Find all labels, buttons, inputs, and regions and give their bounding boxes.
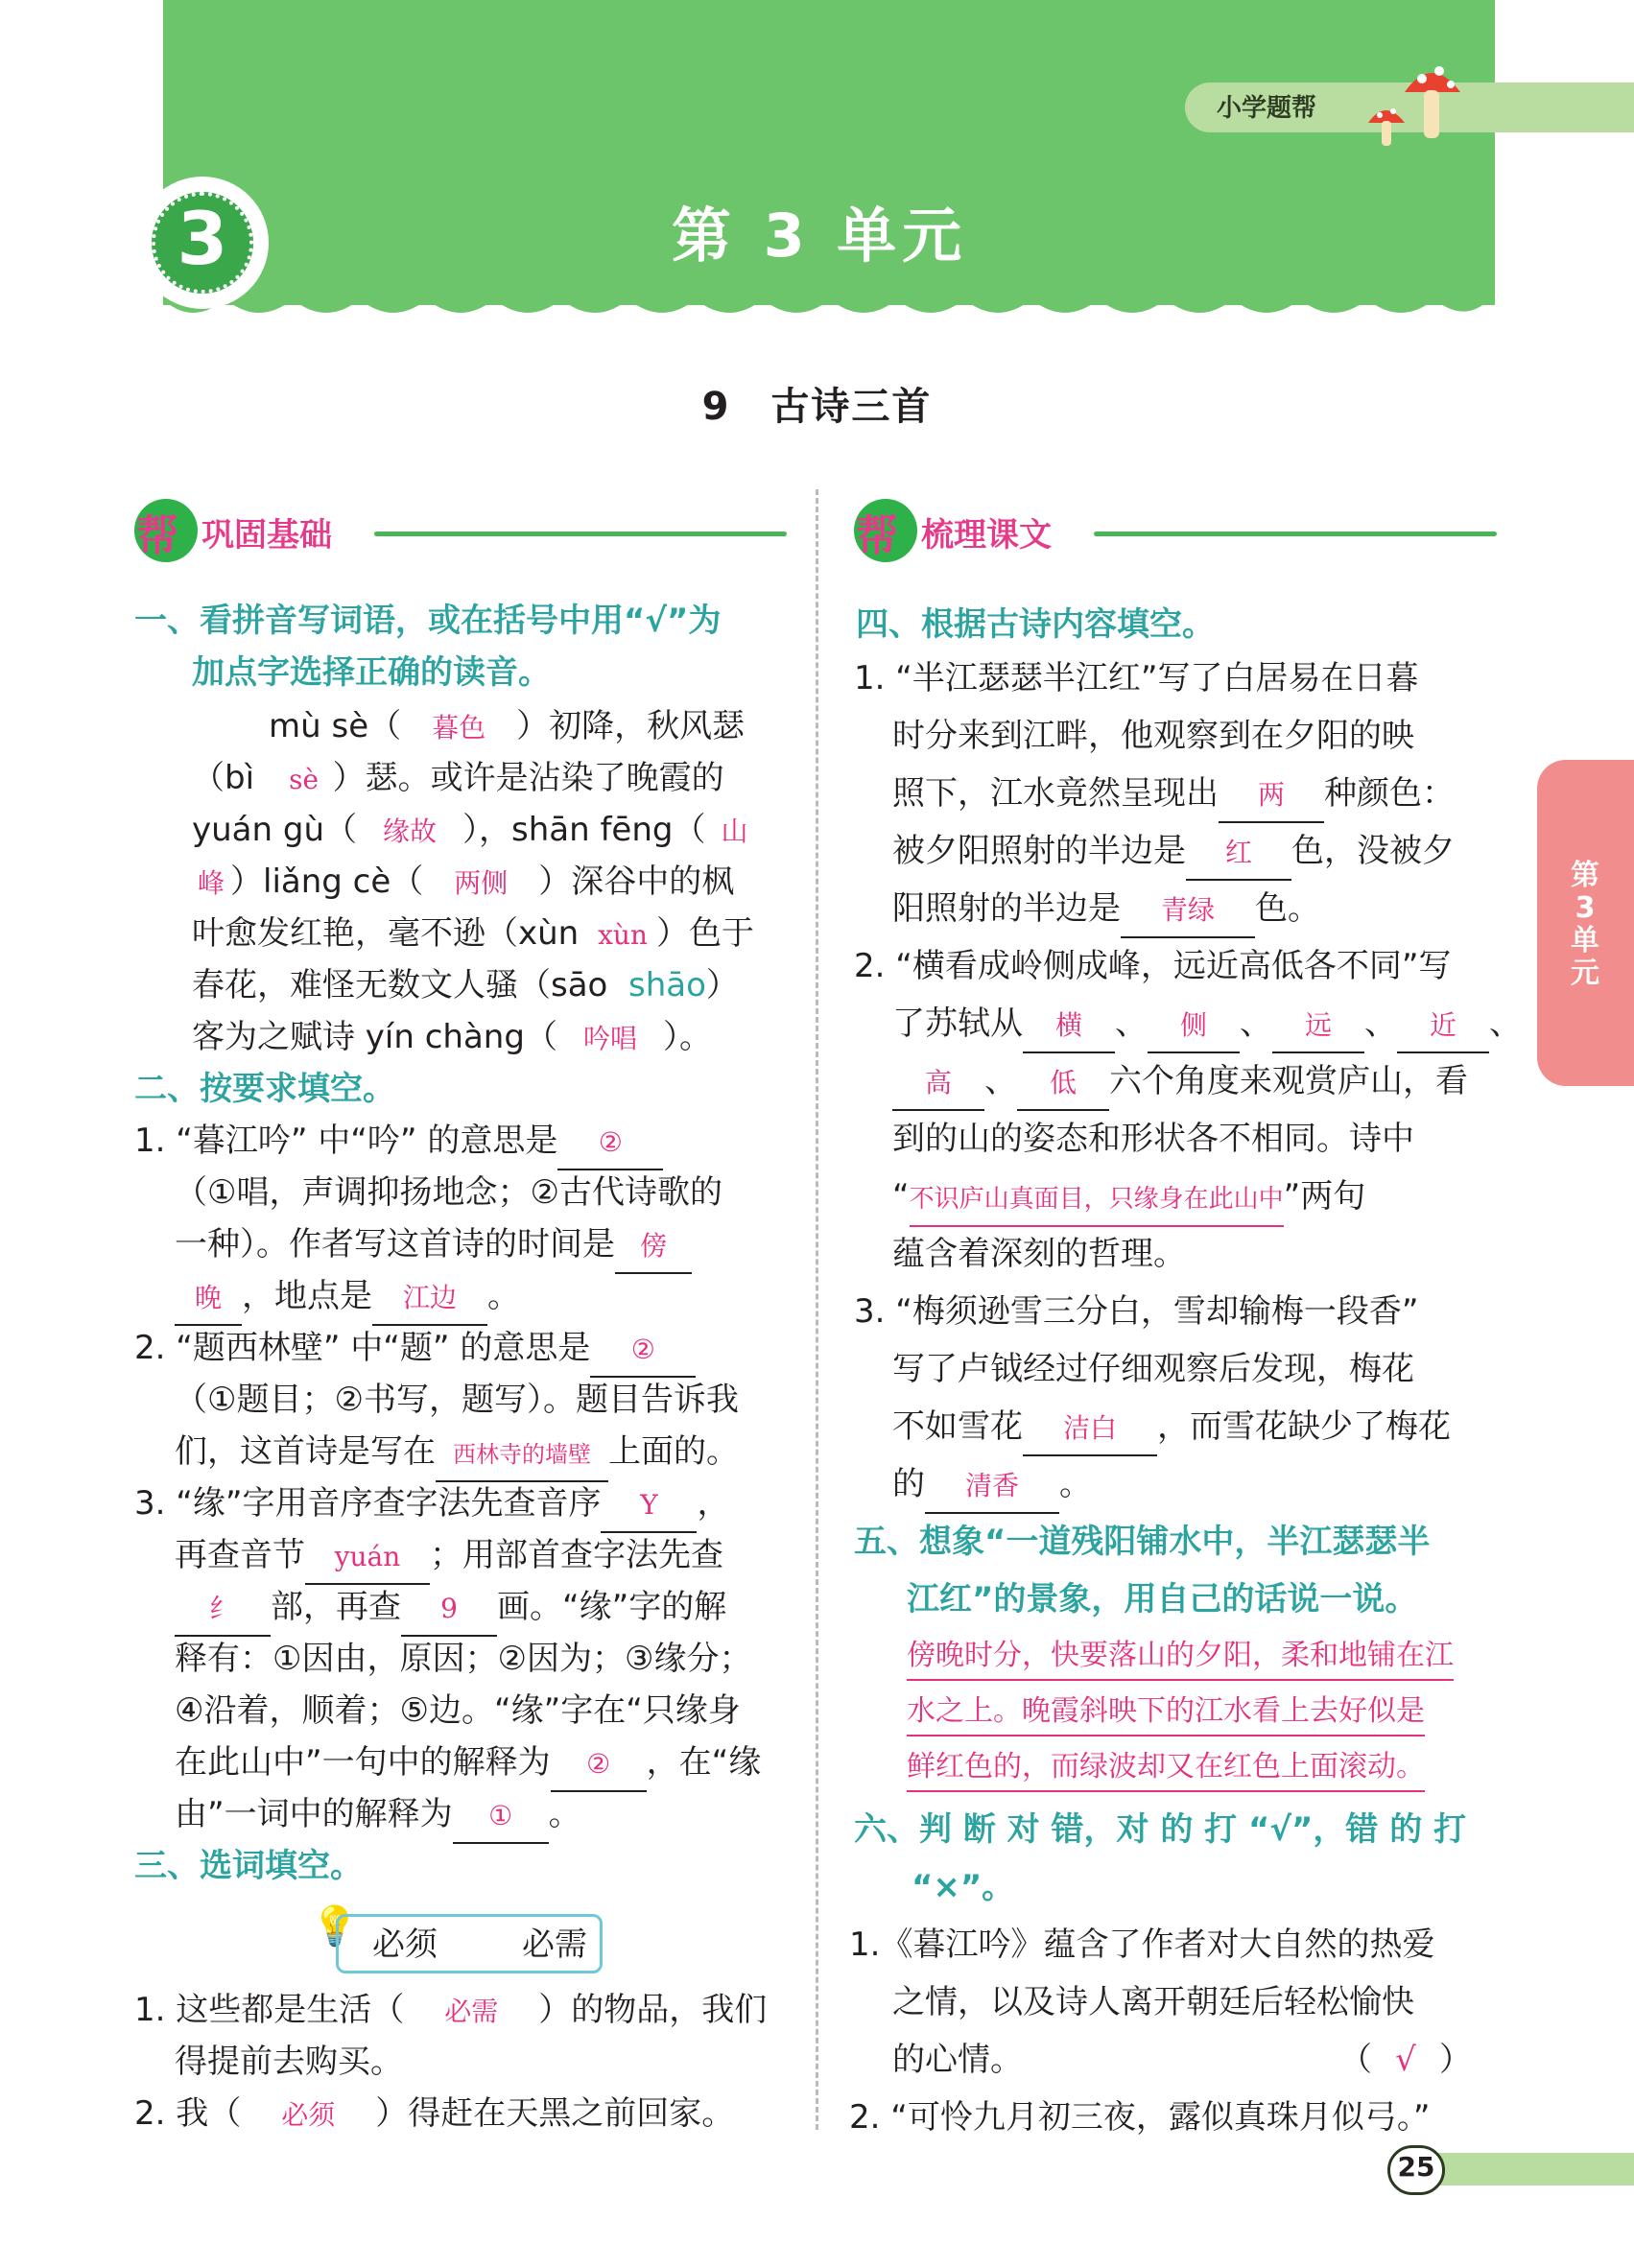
q5-answer-line2: 水之上。晚霞斜映下的江水看上去好似是 — [907, 1689, 1425, 1736]
q4-item1-line1: 1. “半江瑟瑟半江红”写了白居易在日暮 — [854, 659, 1419, 697]
word-choice-1: 必须 — [372, 1925, 438, 1964]
q5-title-line1: 五、想象“一道残阳铺水中，半江瑟瑟半 — [854, 1523, 1431, 1561]
section-rule — [374, 532, 787, 536]
answer: 不识庐山真面目，只缘身在此山中 — [909, 1185, 1284, 1214]
q4-item3-line1: 3. “梅须逊雪三分白，雪却输梅一段香” — [854, 1292, 1419, 1331]
text: ） — [1439, 2041, 1472, 2079]
text: 3. “缘”字用音序查字法先查音序 — [134, 1484, 602, 1523]
answer: 峰 — [197, 867, 225, 899]
answer: yuán — [334, 1541, 401, 1572]
text: 画。“缘”字的解 — [497, 1588, 727, 1626]
answer: 晚 — [194, 1282, 222, 1313]
q4-item1-line5 — [892, 883, 1320, 938]
text: ）得赶在天黑之前回家。 — [375, 2094, 735, 2133]
q6-item1-judgement — [1339, 2034, 1472, 2086]
q4-item2-line6: 蕴含着深刻的哲理。 — [892, 1235, 1186, 1273]
text: ）瑟。或许是沾染了晚霞的 — [332, 759, 724, 797]
answer: 低 — [1049, 1067, 1077, 1099]
text: ，在“缘 — [646, 1743, 762, 1782]
text: 部，再查 — [271, 1588, 401, 1626]
text: ”两句 — [1283, 1177, 1366, 1216]
q6-item1-line3: 的心情。 — [892, 2041, 1023, 2079]
brand-label: 小学题帮 — [1217, 94, 1317, 123]
section-title: 梳理课文 — [921, 516, 1052, 555]
section-rule — [1094, 532, 1497, 536]
text: 。 — [487, 1277, 520, 1315]
answer: 清香 — [964, 1470, 1019, 1501]
q2-item3-line6 — [175, 1736, 761, 1792]
q2-item1-line1 — [134, 1115, 663, 1170]
text: 叶愈发红艳，毫不逊（xùn — [192, 914, 580, 953]
answer-check: sè — [289, 764, 320, 795]
text: 阳照射的半边是 — [892, 889, 1121, 928]
q4-item2-line5: “不识庐山真面目，只缘身在此山中”两句 — [892, 1170, 1365, 1227]
text: ） — [705, 966, 739, 1004]
q4-item2-line1: 2. “横看成岭侧成峰，远近高低各不同”写 — [854, 947, 1452, 985]
answer: 青绿 — [1160, 894, 1215, 926]
text: ），shān fēng（ — [462, 811, 706, 849]
q1-title-line2: 加点字选择正确的读音。 — [192, 653, 551, 692]
text: ）的物品，我们 — [538, 1991, 768, 2029]
section-badge-char: 帮 — [136, 511, 178, 560]
text: 2. 我（ — [134, 2094, 242, 2133]
mushroom-icon — [1355, 54, 1470, 150]
answer: 西林寺的墙壁 — [453, 1441, 591, 1468]
lightbulb-icon: 💡 — [311, 1904, 359, 1949]
q2-item3-line2 — [175, 1529, 723, 1585]
text: 色，没被夕 — [1291, 832, 1455, 870]
q2-item2-line3 — [175, 1426, 739, 1482]
text: ）色于 — [656, 914, 755, 953]
q2-item3-line4: 释有：①因由，原因；②因为；③缘分； — [175, 1640, 752, 1678]
q2-item3-line1 — [134, 1477, 729, 1533]
text: 了苏轼从 — [892, 1004, 1023, 1043]
answer: ② — [586, 1748, 611, 1780]
text: 种颜色： — [1324, 774, 1455, 813]
answer: 洁白 — [1062, 1412, 1117, 1444]
answer: 横 — [1054, 1009, 1082, 1041]
q4-item2-line3: 高 、 低 六个角度来观赏庐山，看 — [892, 1055, 1468, 1111]
q3-item1-line2: 得提前去购买。 — [175, 2043, 403, 2081]
q4-item1-line4 — [892, 825, 1455, 881]
q5-title-line2: 江红”的景象，用自己的话说一说。 — [907, 1580, 1418, 1618]
text: ）深谷中的枫 — [538, 862, 735, 901]
answer: 江边 — [402, 1282, 457, 1313]
q2-item3-line3 — [175, 1581, 726, 1637]
text: ）初降，秋风瑟 — [516, 707, 746, 745]
q5-answer-line3: 鲜红色的，而绿波却又在红色上面滚动。 — [907, 1744, 1425, 1792]
text: ， — [697, 1484, 730, 1523]
answer: 两 — [1257, 779, 1285, 811]
text: 们，这首诗是写在 — [175, 1432, 436, 1471]
text: ）。 — [662, 1018, 712, 1056]
answer: 暮色 — [432, 712, 486, 744]
text: yuán gù（ — [192, 811, 357, 849]
q2-item2-line1 — [134, 1322, 696, 1378]
answer: ① — [488, 1800, 513, 1831]
q4-title: 四、根据古诗内容填空。 — [856, 605, 1215, 644]
answer: ② — [630, 1334, 655, 1365]
q5-answer-line1: 傍晚时分，快要落山的夕阳，柔和地铺在江 — [907, 1633, 1454, 1681]
q1-line2 — [192, 752, 724, 806]
text: 由”一词中的解释为 — [175, 1795, 453, 1833]
q1-line6 — [192, 959, 739, 1011]
answer: 远 — [1304, 1009, 1332, 1041]
text: 在此山中”一句中的解释为 — [175, 1743, 551, 1782]
text: 1. 这些都是生活（ — [134, 1991, 405, 2029]
answer: 傍 — [639, 1230, 667, 1262]
banner-wave-edge — [163, 284, 1495, 326]
page-number-strip — [1430, 2153, 1634, 2185]
q1-line4 — [192, 856, 734, 910]
q1-line3 — [192, 804, 763, 858]
answer: 必须 — [281, 2099, 336, 2131]
text: 客为之赋诗 yín chàng（ — [192, 1018, 557, 1056]
text: 。 — [548, 1795, 581, 1833]
answer: 山 — [721, 815, 748, 847]
text: 再查音节 — [175, 1536, 305, 1574]
q2-title: 二、按要求填空。 — [134, 1070, 395, 1108]
text: 不如雪花 — [892, 1407, 1023, 1446]
q4-item2-line2: 了苏轼从 横 、 侧 、 远 、 近 、 — [892, 998, 1522, 1053]
column-divider — [816, 489, 818, 2130]
text: 照下，江水竟然呈现出 — [892, 774, 1219, 813]
answer: 吟唱 — [582, 1023, 637, 1054]
text: 被夕阳照射的半边是 — [892, 832, 1186, 870]
unit-title: 第 3 单元 — [672, 201, 968, 271]
q4-item1-line3 — [892, 768, 1455, 823]
q4-item3-line3 — [892, 1401, 1451, 1456]
answer: 侧 — [1179, 1009, 1207, 1041]
q4-item3-line4 — [892, 1458, 1092, 1514]
answer: 两侧 — [454, 867, 509, 899]
q2-item3-line5: ④沿着，顺着；⑤边。“缘”字在“只缘身 — [175, 1691, 741, 1730]
answer: 近 — [1429, 1009, 1456, 1041]
text: 1. “暮江吟” 中“吟” 的意思是 — [134, 1122, 558, 1160]
q6-item2-line1: 2. “可怜九月初三夜，露似真珠月似弓。” — [849, 2098, 1431, 2137]
unit-number: 3 — [177, 196, 228, 281]
q1-line7 — [192, 1011, 712, 1065]
q6-title-line1: 六、判 断 对 错，对 的 打 “√”，错 的 打 — [854, 1810, 1467, 1849]
q4-item1-line2: 时分来到江畔，他观察到在夕阳的映 — [892, 717, 1414, 755]
answer: 红 — [1224, 837, 1252, 868]
section-header-consolidate — [134, 499, 787, 566]
section-title: 巩固基础 — [201, 516, 332, 555]
page-number: 25 — [1397, 2151, 1435, 2183]
answer: Y — [640, 1489, 658, 1521]
q6-item1-line2: 之情，以及诗人离开朝廷后轻松愉快 — [892, 1983, 1414, 2021]
answer: √ — [1395, 2041, 1416, 2079]
answer: 必需 — [444, 1996, 499, 2027]
text: 2. “题西林壁” 中“题” 的意思是 — [134, 1329, 591, 1367]
text: ；用部首查字法先查 — [430, 1536, 723, 1574]
text: 一种）。作者写这首诗的时间是 — [175, 1225, 615, 1264]
text: mù sè（ — [269, 707, 402, 745]
q3-title: 三、选词填空。 — [134, 1847, 363, 1885]
answer-check: xùn — [598, 919, 648, 951]
text: ）liǎng cè（ — [230, 862, 424, 901]
q3-item1-line1 — [134, 1984, 767, 2038]
q2-item1-line2: （①唱，声调抑扬地念；②古代诗歌的 — [175, 1173, 722, 1212]
q6-title-line2: “×”。 — [912, 1868, 1015, 1906]
answer: 高 — [924, 1067, 952, 1099]
text: 。 — [1059, 1465, 1092, 1503]
q2-item3-line7 — [175, 1788, 581, 1844]
answer: ② — [598, 1126, 623, 1158]
text: 色。 — [1255, 889, 1320, 928]
text: （bì — [192, 759, 255, 797]
q2-item2-line2: （①题目；②书写，题写）。题目告诉我 — [175, 1381, 739, 1419]
text: ，地点是 — [242, 1277, 372, 1315]
text: 上面的。 — [608, 1432, 739, 1471]
text: 春花，难怪无数文人骚（sāo — [192, 966, 608, 1004]
q1-line1 — [269, 700, 745, 754]
q1-title-line1: 一、看拼音写词语，或在括号中用“√”为 — [134, 602, 722, 640]
answer: 纟 — [208, 1593, 236, 1624]
q1-line5 — [192, 908, 754, 961]
word-choice-2: 必需 — [522, 1925, 587, 1964]
section-badge-char: 帮 — [856, 511, 898, 560]
answer: 9 — [440, 1593, 458, 1624]
q6-item1-line1: 1.《暮江吟》蕴含了作者对大自然的热爱 — [849, 1925, 1435, 1964]
q2-item1-line3 — [175, 1218, 692, 1274]
text: shāo — [628, 966, 706, 1004]
text: （ — [1339, 2041, 1372, 2079]
text: 六个角度来观赏庐山，看 — [1109, 1062, 1468, 1100]
answer: 缘故 — [382, 815, 437, 847]
q4-item2-line4: 到的山的姿态和形状各不相同。诗中 — [892, 1120, 1414, 1158]
text: 的 — [892, 1465, 925, 1503]
q2-item1-line4 — [175, 1270, 520, 1326]
lesson-title: 9 古诗三首 — [701, 385, 933, 429]
q4-item3-line2: 写了卢钺经过仔细观察后发现，梅花 — [892, 1350, 1414, 1388]
q3-item2 — [134, 2088, 734, 2141]
text: ，而雪花缺少了梅花 — [1157, 1407, 1451, 1446]
section-header-review — [854, 499, 1497, 566]
unit-side-tab-label: 第3单元 — [1571, 859, 1599, 990]
